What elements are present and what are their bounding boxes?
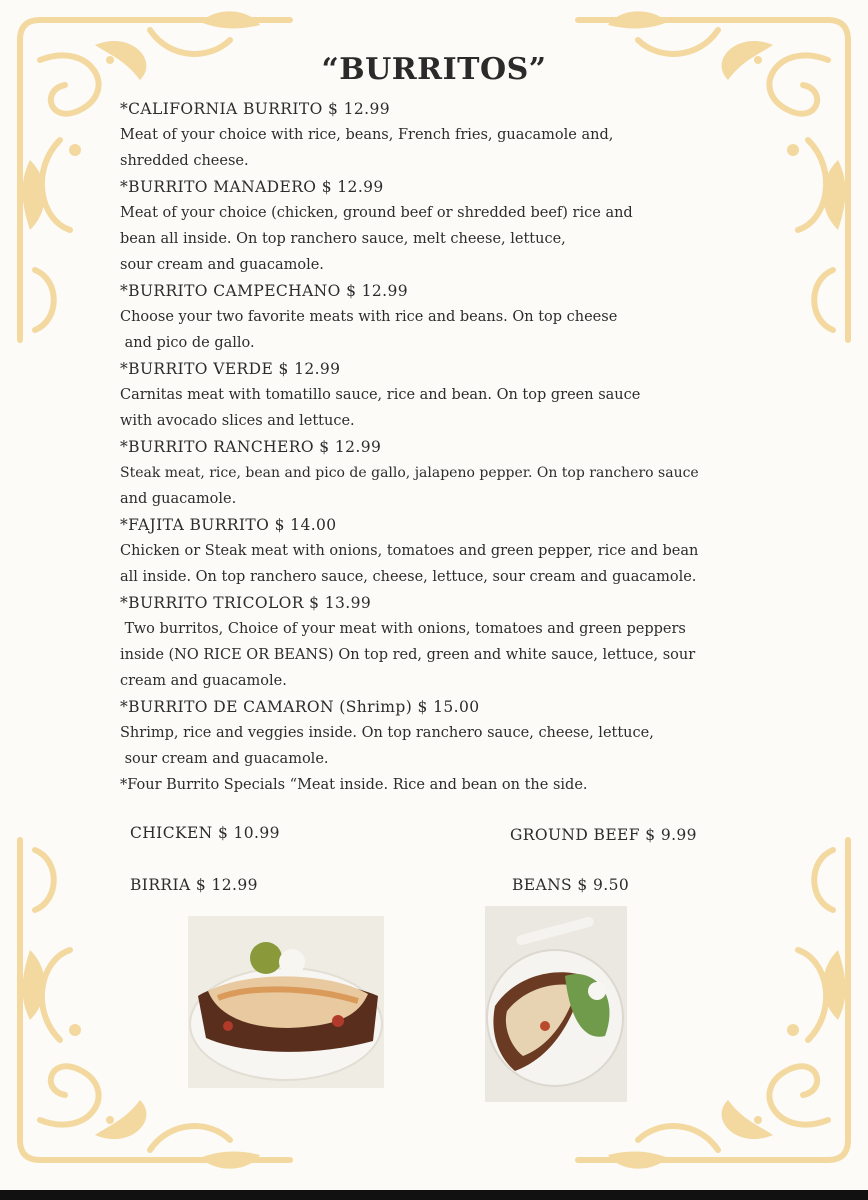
item-description [120,616,800,694]
item-description [120,538,800,590]
menu-item [120,278,800,356]
menu-item [120,356,800,434]
description-line: Steak meat, rice, bean and pico de gallo, jalapeno pepper. On top ranchero sauce [120,465,699,481]
item-name: *BURRITO DE CAMARON (Shrimp) $ 15.00 [120,698,480,716]
item-description [120,122,800,174]
bottom-bar [0,1190,868,1200]
item-description [120,382,800,434]
special-ground-beef: GROUND BEEF $ 9.99 [510,826,697,844]
description-line: sour cream and guacamole. [120,257,324,273]
description-line: all inside. On top ranchero sauce, cheese, lettuce, sour cream and guacamole. [120,569,697,585]
menu-item [120,434,800,512]
special-birria: BIRRIA $ 12.99 [130,876,258,894]
description-line: Meat of your choice with rice, beans, French fries, guacamole and, [120,127,614,143]
menu-item [120,512,800,590]
burrito-menu [120,96,800,798]
menu-item [120,590,800,694]
menu-item [120,174,800,278]
description-line: Shrimp, rice and veggies inside. On top ranchero sauce, cheese, lettuce, [120,725,654,741]
item-description [120,460,800,512]
item-name: *CALIFORNIA BURRITO $ 12.99 [120,100,391,118]
description-line: and guacamole. [120,491,237,507]
page-title: “BURRITOS” [321,52,547,87]
special-beans: BEANS $ 9.50 [512,876,630,894]
description-line: inside (NO RICE OR BEANS) On top red, green and white sauce, lettuce, sour [120,647,696,663]
description-line: Two burritos, Choice of your meat with onions, tomatoes and green peppers [120,621,686,637]
item-name: *FAJITA BURRITO $ 14.00 [120,516,337,534]
item-name: *BURRITO RANCHERO $ 12.99 [120,438,382,456]
item-description [120,200,800,278]
burrito-photo [188,916,384,1088]
description-line: cream and guacamole. [120,673,287,689]
item-name: *BURRITO MANADERO $ 12.99 [120,178,384,196]
description-line: Choose your two favorite meats with rice and beans. On top cheese [120,309,618,325]
item-name: *BURRITO VERDE $ 12.99 [120,360,341,378]
description-line: Chicken or Steak meat with onions, tomatoes and green pepper, rice and bean [120,543,699,559]
description-line: Carnitas meat with tomatillo sauce, rice and bean. On top green sauce [120,387,641,403]
description-line: with avocado slices and lettuce. [120,413,355,429]
description-line: Meat of your choice (chicken, ground beef or shredded beef) rice and [120,205,633,221]
description-line: and pico de gallo. [120,335,255,351]
description-line: shredded cheese. [120,153,249,169]
item-description [120,720,800,772]
item-name: *BURRITO TRICOLOR $ 13.99 [120,594,372,612]
burrito-plate-photo [485,906,627,1102]
menu-item [120,96,800,174]
item-description [120,304,800,356]
item-name: *BURRITO CAMPECHANO $ 12.99 [120,282,409,300]
specials-note: *Four Burrito Specials “Meat inside. Rice and bean on the side. [120,777,588,793]
description-line: bean all inside. On top ranchero sauce, melt cheese, lettuce, [120,231,566,247]
menu-item [120,694,800,772]
special-chicken: CHICKEN $ 10.99 [130,824,280,842]
description-line: sour cream and guacamole. [120,751,329,767]
burrito-specials [130,824,750,904]
